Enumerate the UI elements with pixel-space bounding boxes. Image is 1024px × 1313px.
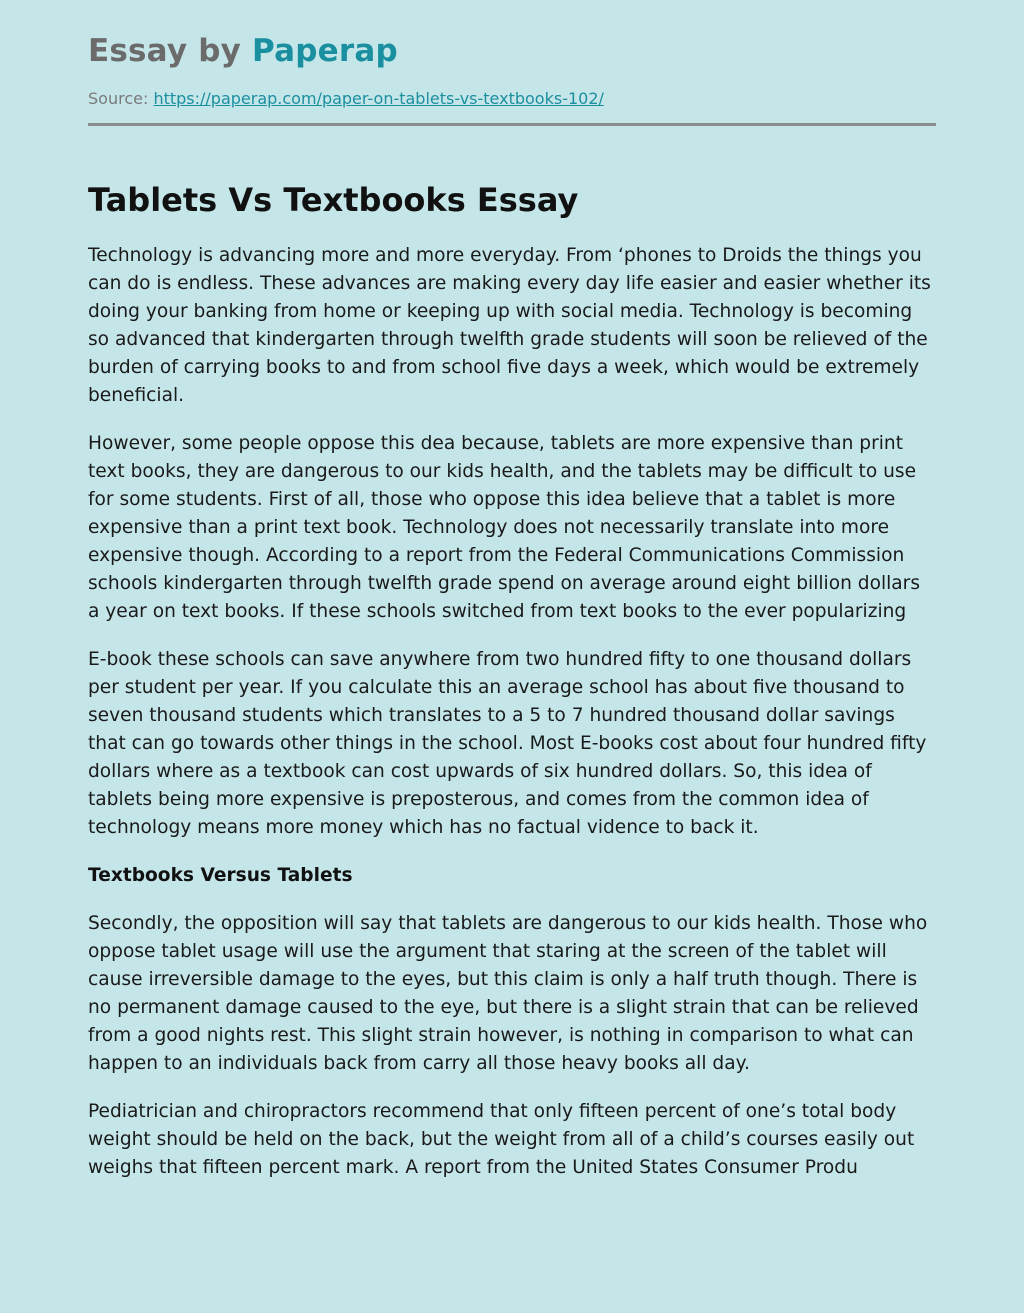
source-label: Source:: [88, 89, 149, 108]
paragraph-5: Pediatrician and chiropractors recommend that only fifteen percent of one’s total body weight should be held on the back, but the weight from all of a child’s courses easily out weighs that fifteen percent mark. A report from the United States Consumer Produ: [88, 1101, 915, 1178]
paragraph-4: Secondly, the opposition will say that tablets are dangerous to our kids health. Those who oppose tablet usage will use the argument that staring at the screen of the tablet will cause irreversible damage to the eyes, but this claim is only a half truth though. There is no permanent damage caused to the eye, but there is a slight strain that can be relieved from a good nights rest. This slight strain however, is nothing in comparison to what can happen to an individuals back from carry all those heavy books all day.: [88, 913, 928, 1074]
essay-page: [88, 0, 936, 1182]
essay-title: Tablets Vs Textbooks Essay: [88, 181, 579, 219]
paragraph-1: Technology is advancing more and more everyday. From ‘phones to Droids the things you can do is endless. These advances are making every day life easier and easier whether its doing your banking from home or keeping up with social media. Technology is becoming so advanced that kindergarten through twelfth grade students will soon be relieved of the burden of carrying books to and from school five days a week, which would be extremely beneficial.: [88, 245, 931, 406]
site-brand[interactable]: [88, 30, 936, 72]
section-subheading: Textbooks Versus Tablets: [88, 865, 353, 886]
essay-body: [88, 242, 936, 1182]
paragraph-3: E-book these schools can save anywhere from two hundred fifty to one thousand dollars per student per year. If you calculate this an average school has about five thousand to seven thousand students which translates to a 5 to 7 hundred thousand dollar savings that can go towards other things in the school. Most E-books cost about four hundred fifty dollars where as a textbook can cost upwards of six hundred dollars. So, this idea of tablets being more expensive is preposterous, and comes from the common idea of technology means more money which has no factual vidence to back it.: [88, 649, 927, 838]
brand-prefix: Essay by: [88, 33, 253, 69]
brand-name: Paperap: [252, 33, 398, 69]
paragraph-2: However, some people oppose this dea because, tablets are more expensive than print text books, they are dangerous to our kids health, and the tablets may be difficult to use for some students. First of all, those who oppose this idea believe that a tablet is more expensive than a print text book. Technology does not necessarily translate into more expensive though. According to a report from the Federal Communications Commission schools kindergarten through twelfth grade spend on average around eight billion dollars a year on text books. If these schools switched from text books to the ever popularizing: [88, 433, 921, 622]
header-divider: [88, 123, 936, 126]
source-link[interactable]: https://paperap.com/paper-on-tablets-vs-textbooks-102/: [153, 89, 604, 108]
source-line: [88, 88, 936, 110]
